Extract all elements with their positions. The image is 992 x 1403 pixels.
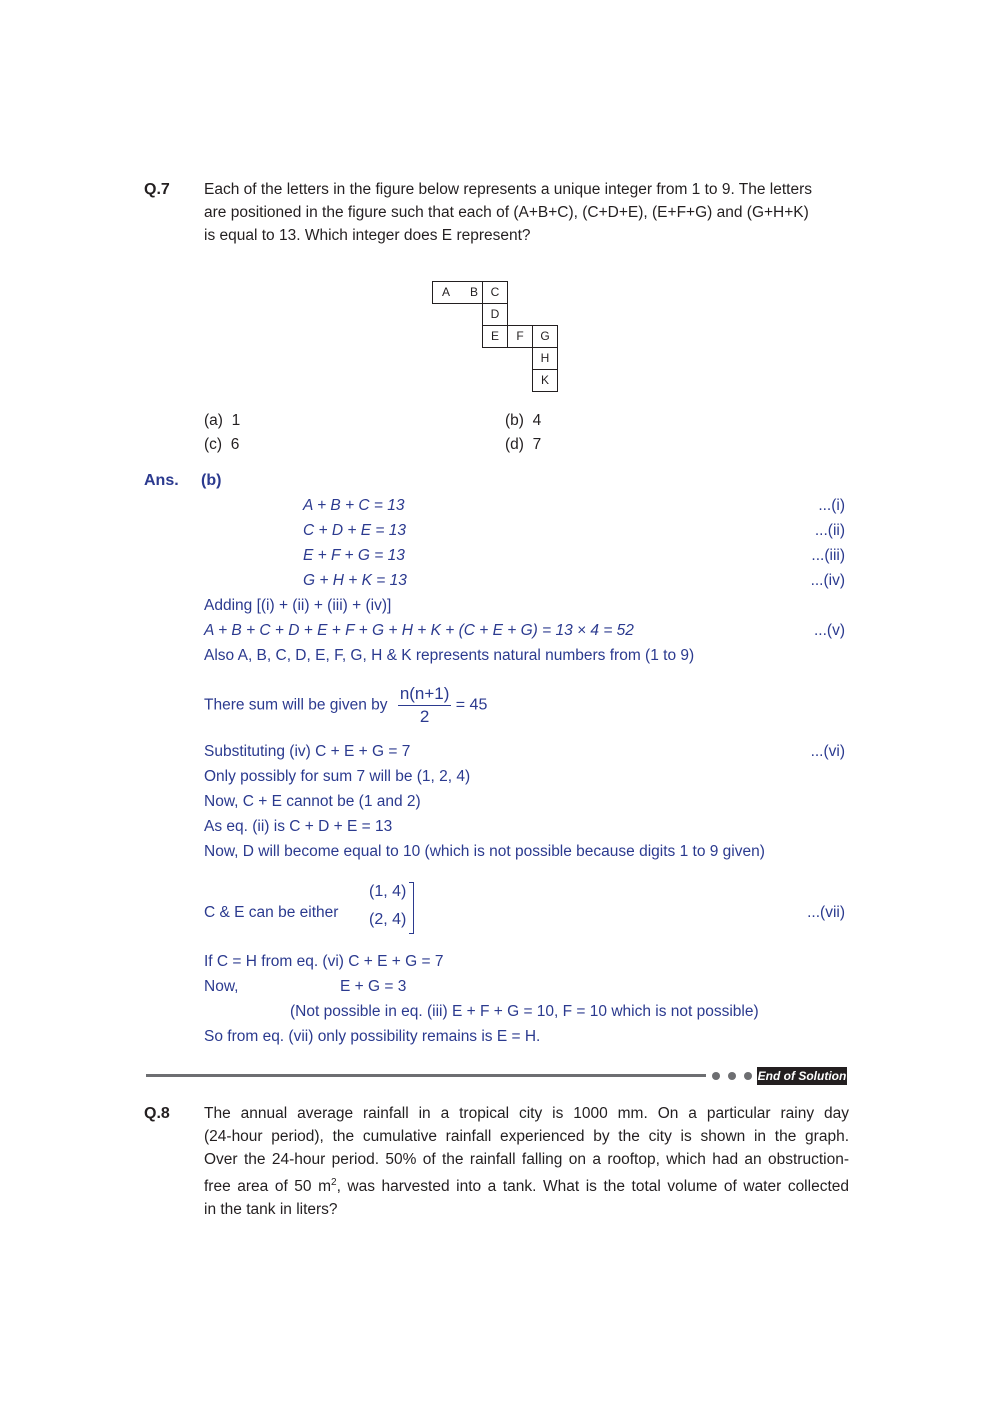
option-a (204, 412, 240, 430)
equation-ref-4: ...(iv) (810, 572, 845, 589)
now-d-line: Now, D will become equal to 10 (which is not possible because digits 1 to 9 given) (204, 843, 765, 860)
question-number: Q.7 (144, 181, 170, 198)
eg-line: E + G = 3 (340, 978, 407, 995)
now-ce-line: Now, C + E cannot be (1 and 2) (204, 793, 421, 810)
superscript: 2 (331, 1177, 337, 1188)
option-b (505, 412, 541, 430)
option-value: 4 (532, 412, 542, 429)
question-line: The annual average rainfall in a tropical city is 1000 mm. On a particular rainy day (204, 1105, 849, 1122)
equation-text: G + H + K = 13 (303, 572, 407, 589)
ce-ref: ...(vii) (807, 904, 845, 921)
substituting-ref: ...(vi) (810, 743, 845, 760)
fraction-numerator: n(n+1) (398, 684, 452, 706)
grid-cell-h: H (532, 347, 558, 370)
so-line: So from eq. (vii) only possibility remains is E = H. (204, 1028, 541, 1045)
equation-ref-2: ...(ii) (814, 522, 845, 539)
divider-dot (728, 1072, 736, 1080)
not-possible-line: (Not possible in eq. (iii) E + F + G = 10, F = 10 which is not possible) (290, 1003, 759, 1020)
option-label: (d) (505, 436, 524, 453)
bracket (409, 882, 414, 934)
pair-1: (1, 4) (369, 883, 407, 900)
possible-line: Only possibly for sum 7 will be (1, 2, 4) (204, 768, 471, 785)
question-text (204, 1102, 849, 1221)
option-label: (b) (505, 412, 524, 429)
adding-line: Adding [(i) + (ii) + (iii) + (iv)] (204, 597, 392, 614)
grid-cell-g: G (532, 325, 558, 348)
grid-cell-ab (432, 281, 483, 304)
sum-text: A + B + C + D + E + F + G + H + K + (C + E + G) = 13 × 4 = 52 (204, 622, 634, 639)
equation-text: A + B + C = 13 (303, 497, 405, 514)
fraction (398, 684, 452, 727)
sum-formula-text: There sum will be given by (204, 696, 388, 714)
question-line: Over the 24-hour period. 50% of the rainfall falling on a rooftop, which had an obstruction- (204, 1151, 849, 1168)
letter-grid-figure (432, 281, 562, 393)
if-line: If C = H from eq. (vi) C + E + G = 7 (204, 953, 444, 970)
now-label: Now, (204, 978, 239, 995)
option-value: 7 (532, 436, 542, 453)
question-line: Each of the letters in the figure below represents a unique integer from 1 to 9. The letters (204, 181, 813, 198)
equation-1 (303, 497, 405, 515)
equation-2 (303, 522, 406, 540)
answer-choice: (b) (201, 472, 222, 489)
divider-dot (744, 1072, 752, 1080)
end-of-solution-badge: End of Solution (757, 1069, 847, 1083)
sum-ref: ...(v) (814, 622, 845, 639)
question-line: in the tank in liters? (204, 1201, 338, 1219)
question-line: are positioned in the figure such that each of (A+B+C), (C+D+E), (E+F+G) and (G+H+K) (204, 204, 809, 221)
question-line (204, 1171, 849, 1198)
as-eq-line: As eq. (ii) is C + D + E = 13 (204, 818, 393, 835)
grid-cell-f: F (507, 325, 533, 348)
option-label: (a) (204, 412, 223, 429)
grid-cell-c: C (482, 281, 508, 304)
option-label: (c) (204, 436, 223, 453)
question-line: (24-hour period), the cumulative rainfall experienced by the city is shown in the graph. (204, 1128, 849, 1145)
grid-cell-k: K (532, 369, 558, 392)
pair-2: (2, 4) (369, 911, 407, 928)
grid-cell-d: D (482, 303, 508, 326)
substituting-line: Substituting (iv) C + E + G = 7 (204, 743, 411, 760)
grid-cell-e: E (482, 325, 508, 348)
answer-label: Ans. (144, 472, 179, 489)
equation-ref-3: ...(iii) (811, 547, 845, 564)
option-value: 1 (231, 412, 241, 429)
fraction-result: = 45 (455, 696, 488, 714)
sum-line (204, 622, 634, 640)
equation-ref-1: ...(i) (818, 497, 845, 514)
also-line: Also A, B, C, D, E, F, G, H & K represents natural numbers from (1 to 9) (204, 647, 695, 664)
option-value: 6 (230, 436, 240, 453)
solution-divider (146, 1074, 706, 1077)
question-text (204, 178, 849, 247)
equation-text: C + D + E = 13 (303, 522, 406, 539)
ce-either-line: C & E can be either (204, 904, 339, 921)
question-line: is equal to 13. Which integer does E represent? (204, 227, 531, 244)
equation-text: E + F + G = 13 (303, 547, 405, 564)
grid-letter-a: A (442, 285, 451, 299)
equation-4 (303, 572, 407, 590)
fraction-denominator: 2 (419, 707, 430, 726)
divider-dot (712, 1072, 720, 1080)
question-fragment: free area of 50 m (204, 1178, 331, 1196)
option-d (505, 436, 541, 454)
equation-3 (303, 547, 405, 565)
option-c (204, 436, 239, 454)
question-number: Q.8 (144, 1105, 170, 1122)
question-fragment: , was harvested into a tank. What is the total volume of water collected (336, 1178, 849, 1196)
grid-letter-b: B (470, 285, 479, 299)
sum-formula-line (204, 684, 487, 727)
